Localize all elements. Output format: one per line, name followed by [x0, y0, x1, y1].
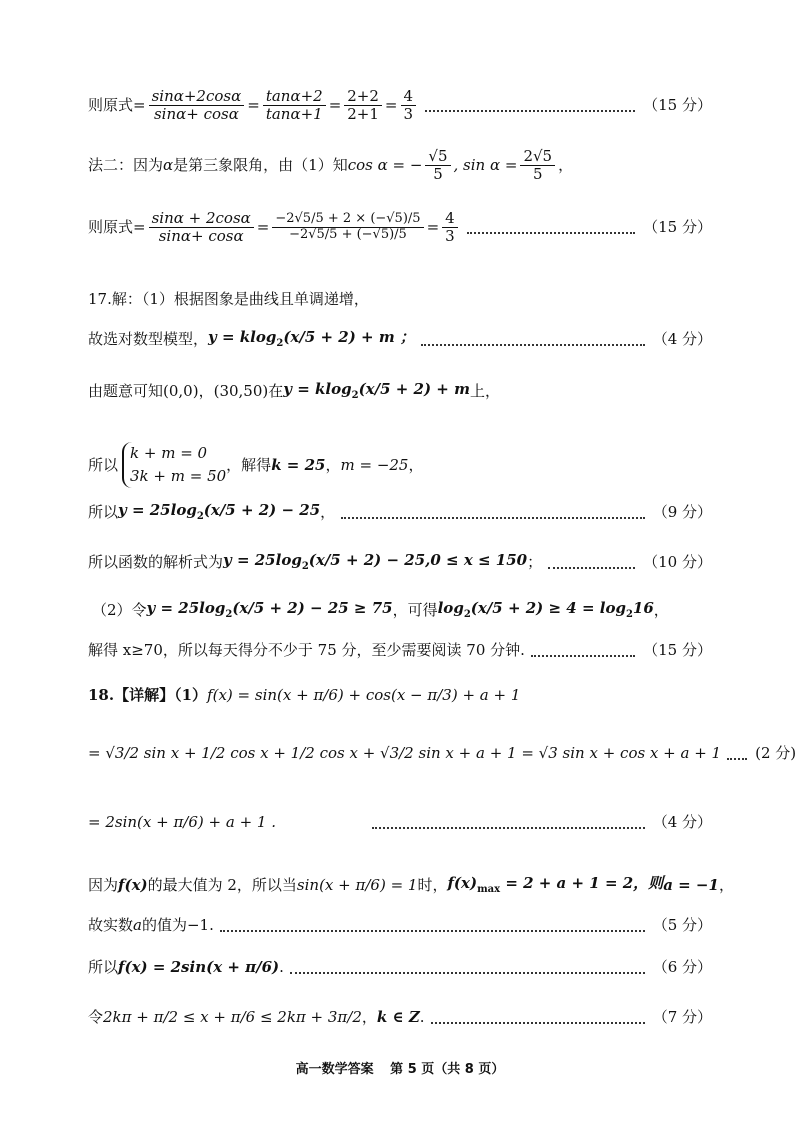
- formula: cos α = −: [347, 156, 423, 175]
- point: (0,0): [163, 382, 199, 400]
- text: （2）令: [92, 601, 147, 619]
- dot-leader: [548, 565, 635, 569]
- formula: y = klog$_2$(x/5 + 2) + m ；: [208, 328, 415, 349]
- formula: $f(x)_{max} = 2 + a + 1 = 2$，则: [447, 874, 664, 895]
- text: 由题意可知: [88, 382, 164, 400]
- formula: $y = 25\log_2(x/5 + 2) - 25,0 \le x \le 150$: [223, 551, 528, 572]
- text: 的值为−1.: [141, 916, 214, 934]
- text: 所以: [88, 455, 119, 474]
- text: 故选对数型模型，: [88, 330, 209, 348]
- alpha: α: [163, 156, 174, 175]
- formula: = 2sin(x + π/6) + a + 1 .: [88, 813, 276, 831]
- line-4: [88, 292, 712, 307]
- line-5: [88, 330, 712, 349]
- point: (30,50): [213, 382, 269, 400]
- formula: m = −25: [340, 455, 409, 474]
- line-16: [88, 918, 712, 933]
- score: （5 分）: [652, 916, 712, 934]
- equals: =: [247, 96, 260, 115]
- line-1: [88, 88, 712, 124]
- line-14: [88, 815, 712, 830]
- line-2: [88, 148, 712, 184]
- footer-subject: 高一数学答案: [295, 1062, 374, 1077]
- line-8: [88, 503, 712, 522]
- equals: =: [256, 218, 270, 237]
- line-9: [88, 553, 712, 572]
- text: 因为: [88, 876, 119, 894]
- line-18: [88, 1010, 712, 1025]
- text: 上，: [469, 382, 500, 400]
- line-13: [88, 744, 797, 762]
- footer-page-number: 第 5 页（共 8 页）: [390, 1062, 505, 1077]
- formula: k ∈ Z: [376, 1008, 420, 1026]
- line-10: [92, 601, 712, 620]
- formula: f(x) = sin(x + π/6) + cos(x − π/3) + a + 1: [207, 686, 521, 704]
- line-7: [88, 442, 712, 488]
- equals: =: [384, 96, 398, 115]
- fraction: $\frac{\sin\alpha+2\cos\alpha}{\sin\alpha+ \cos\alpha}$: [149, 88, 245, 124]
- fraction: $\frac{2√5}{5}$: [520, 148, 555, 184]
- formula: $y = 25\log_2(x/5 + 2) - 25$: [118, 501, 321, 522]
- fraction: $\frac{\tan\alpha+2}{\tan\alpha+1}$: [263, 88, 326, 124]
- formula: $y = 25\log_2(x/5 + 2) - 25 \ge 75$: [146, 599, 393, 620]
- section-heading: 18.【详解】（1）: [88, 686, 208, 704]
- dot-leader: [341, 515, 645, 519]
- formula: k = 25: [271, 455, 326, 474]
- text: .: [419, 1008, 425, 1026]
- equals: =: [328, 96, 342, 115]
- line-15: [88, 874, 734, 895]
- score: (2 分): [755, 744, 797, 762]
- dot-leader: [727, 756, 747, 760]
- text: ，: [558, 156, 574, 175]
- equation-system: k + m = 0 3k + m = 50: [122, 442, 226, 488]
- line-6: [88, 382, 712, 401]
- formula: a: [133, 916, 142, 934]
- text: ，: [718, 876, 734, 894]
- score: （10 分）: [643, 553, 712, 571]
- line-11: [88, 643, 712, 658]
- text: ，解得: [226, 455, 272, 474]
- score: （4 分）: [652, 330, 712, 348]
- line-17: [88, 960, 712, 975]
- text: 则原式=: [88, 218, 146, 237]
- dot-leader: [220, 928, 645, 932]
- formula: y = klog$_2$(x/5 + 2) + m: [283, 380, 470, 401]
- text: ，: [361, 1008, 377, 1026]
- text: 所以: [88, 503, 119, 521]
- score: （15 分）: [643, 96, 712, 115]
- fraction: $\frac{\sin\alpha + 2\cos\alpha}{\sin\alpha+ \cos\alpha}$: [149, 210, 254, 246]
- text: ，可得: [392, 601, 438, 619]
- text: 法二：因为: [88, 156, 164, 175]
- dot-leader: [421, 342, 645, 346]
- text: ，: [320, 503, 336, 521]
- text: ；: [527, 553, 543, 571]
- text: ，: [198, 382, 214, 400]
- text: 则原式=: [88, 96, 146, 115]
- line-3: [88, 210, 712, 246]
- score: （7 分）: [652, 1008, 712, 1026]
- text: 17.解：（1）根据图象是曲线且单调递增，: [88, 290, 369, 308]
- text: ，: [325, 455, 341, 474]
- line-12: [88, 688, 712, 703]
- score: （15 分）: [643, 641, 712, 659]
- formula: $\log_2(x/5 + 2) \ge 4 = \log_216$: [437, 599, 654, 620]
- dot-leader: [425, 108, 635, 112]
- formula: f(x): [118, 876, 148, 894]
- text: 时，: [417, 876, 448, 894]
- score: （9 分）: [652, 503, 712, 521]
- dot-leader: [372, 825, 645, 829]
- text: 在: [268, 382, 284, 400]
- formula: , sin α =: [453, 156, 518, 175]
- fraction: $\frac{4}{3}$: [442, 210, 458, 246]
- score: （6 分）: [652, 958, 712, 976]
- dot-leader: [431, 1020, 645, 1024]
- text: ，: [653, 601, 669, 619]
- text: ，: [408, 455, 424, 474]
- text: 故实数: [88, 916, 134, 934]
- text: 令: [88, 1008, 104, 1026]
- text: 的最大值为 2，所以当: [147, 876, 297, 894]
- text: 所以函数的解析式为: [88, 553, 224, 571]
- dot-leader: [467, 230, 635, 234]
- score: （15 分）: [643, 218, 712, 237]
- fraction: $\frac{√5}{5}$: [425, 148, 450, 184]
- formula: sin(x + π/6) = 1: [296, 876, 418, 894]
- dot-leader: [290, 970, 645, 974]
- text: 是第三象限角，由（1）知: [173, 156, 348, 175]
- compound-fraction: $\frac{-2√5/5 + 2 \times (-√5)/5}{-2√5/5 + (-√5)/5}$: [272, 212, 423, 243]
- formula: a = −1: [663, 876, 719, 894]
- text: 解得 x≥70，所以每天得分不少于 75 分，至少需要阅读 70 分钟.: [88, 641, 525, 659]
- fraction: $\frac{2+2}{2+1}$: [344, 88, 382, 124]
- text: 所以: [88, 958, 119, 976]
- formula: 2kπ + π/2 ≤ x + π/6 ≤ 2kπ + 3π/2: [103, 1008, 362, 1026]
- equals: =: [426, 218, 440, 237]
- fraction: $\frac{4}{3}$: [401, 88, 417, 124]
- formula: = √3/2 sin x + 1/2 cos x + 1/2 cos x + √3/2 sin x + a + 1 = √3 sin x + cos x + a + 1: [88, 744, 722, 762]
- score: （4 分）: [652, 813, 712, 831]
- page-footer: [0, 1058, 800, 1077]
- formula: f(x) = 2sin(x + π/6): [118, 958, 280, 976]
- text: .: [279, 958, 284, 976]
- dot-leader: [531, 653, 635, 657]
